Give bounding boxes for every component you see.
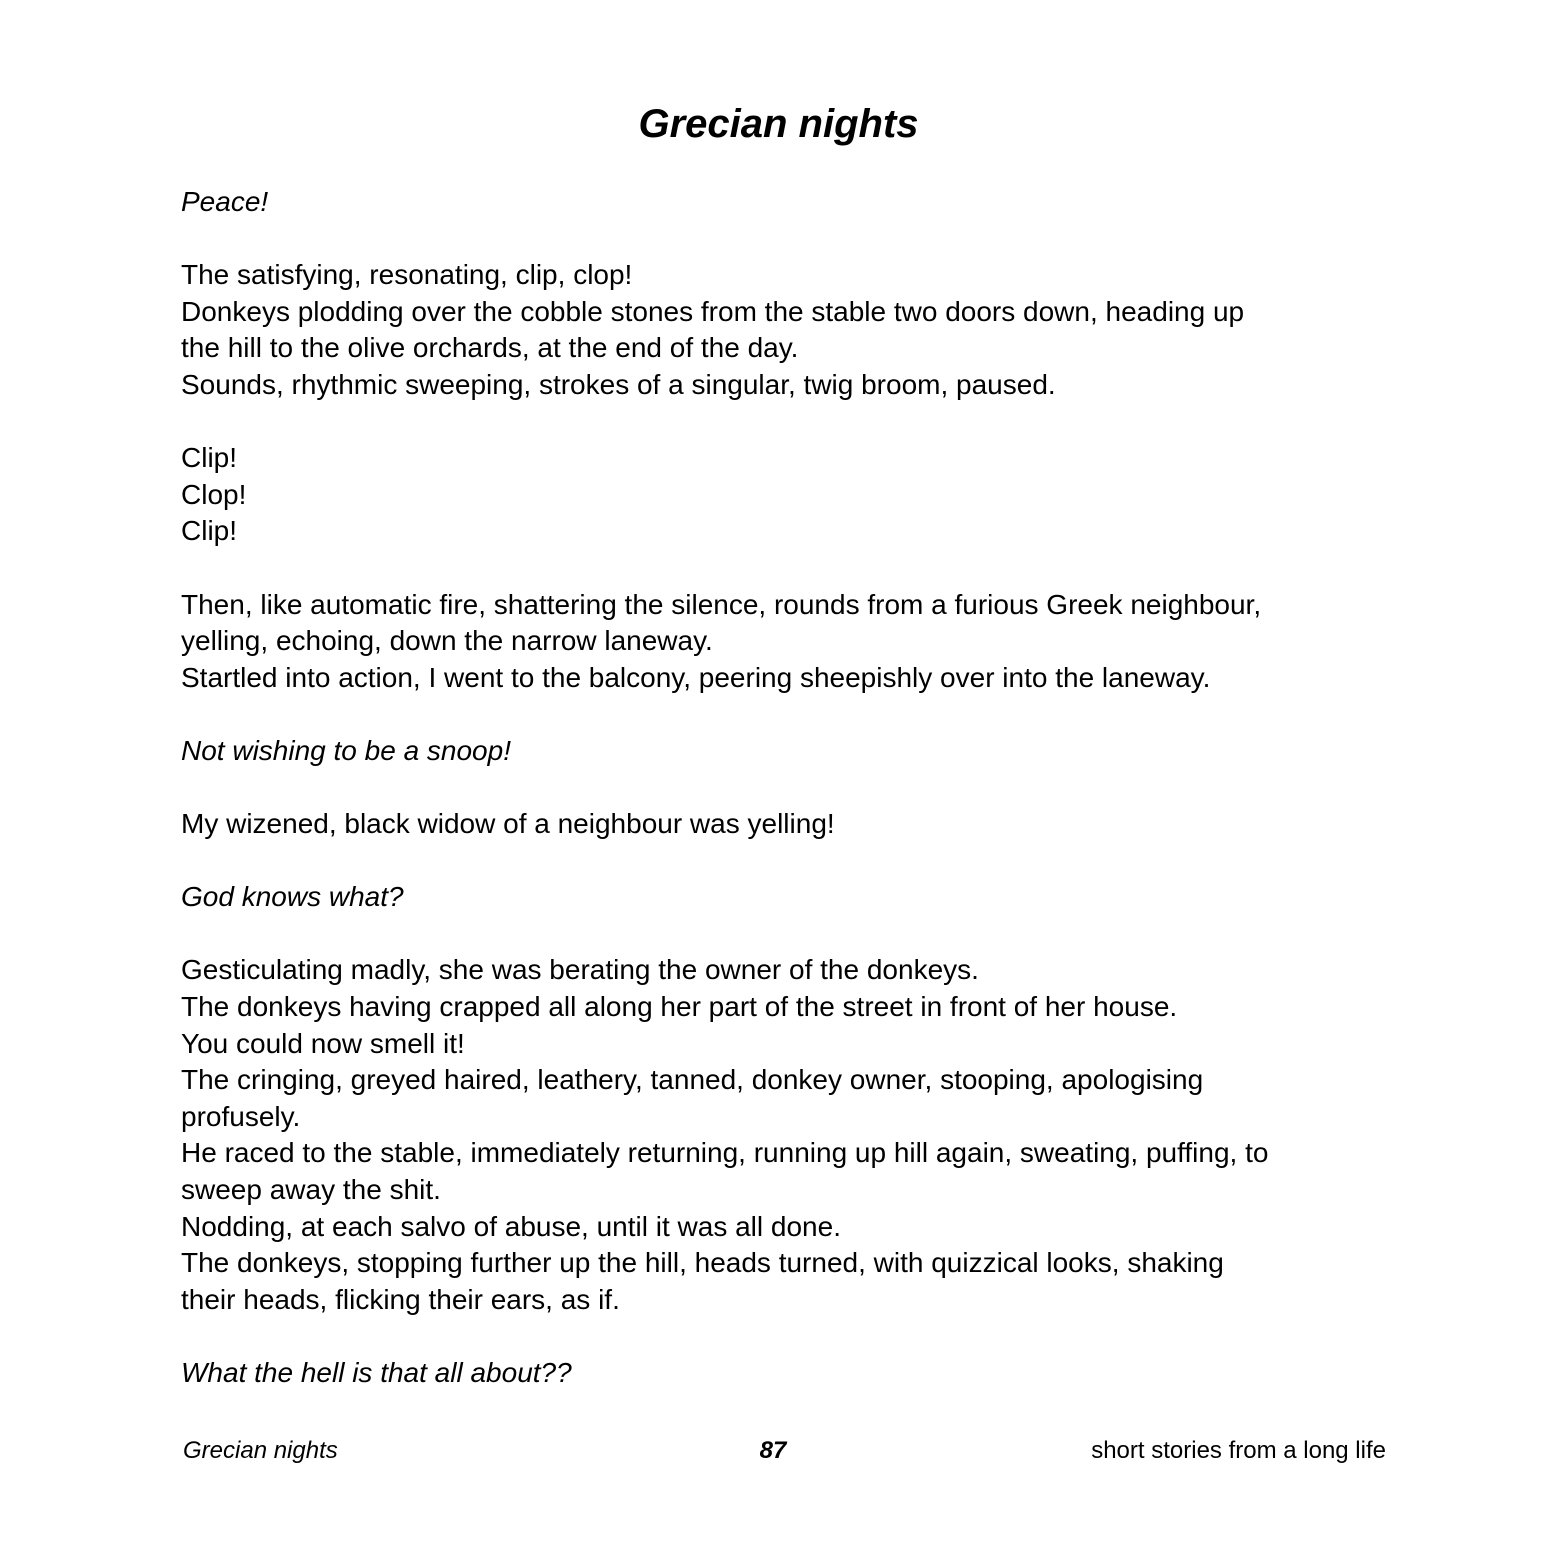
text-line: sweep away the shit. bbox=[181, 1174, 441, 1206]
text-line: The cringing, greyed haired, leathery, tanned, donkey owner, stooping, apologising bbox=[181, 1064, 1204, 1096]
paragraph bbox=[181, 587, 1381, 697]
text-line: Startled into action, I went to the balcony, peering sheepishly over into the laneway. bbox=[181, 661, 1211, 693]
text-line: the hill to the olive orchards, at the end of the day. bbox=[181, 332, 799, 364]
text-line: My wizened, black widow of a neighbour was yelling! bbox=[181, 808, 835, 840]
page-title: Grecian nights bbox=[638, 102, 919, 146]
footer-chapter-title: Grecian nights bbox=[183, 1437, 338, 1464]
text-line: Clip! bbox=[181, 442, 238, 474]
text-line: Then, like automatic fire, shattering the silence, rounds from a furious Greek neighbour, bbox=[181, 588, 1262, 620]
text-line: Gesticulating madly, she was berating the owner of the donkeys. bbox=[181, 954, 979, 986]
story-body bbox=[181, 184, 1381, 1392]
text-line: The donkeys, stopping further up the hill, heads turned, with quizzical looks, shaking bbox=[181, 1247, 1224, 1279]
text-line: You could now smell it! bbox=[181, 1027, 465, 1059]
text-line: Not wishing to be a snoop! bbox=[181, 734, 511, 766]
text-line: yelling, echoing, down the narrow laneway. bbox=[181, 625, 713, 657]
footer-page-number: 87 bbox=[759, 1437, 787, 1464]
paragraph bbox=[181, 806, 1381, 843]
text-line: profusely. bbox=[181, 1100, 301, 1132]
text-line: The satisfying, resonating, clip, clop! bbox=[181, 259, 633, 291]
paragraph bbox=[181, 952, 1381, 1318]
text-line: their heads, flicking their ears, as if. bbox=[181, 1283, 620, 1315]
page-footer bbox=[0, 1434, 1557, 1470]
text-line: The donkeys having crapped all along her part of the street in front of her house. bbox=[181, 991, 1178, 1023]
paragraph bbox=[181, 257, 1381, 403]
text-line: Clip! bbox=[181, 515, 238, 547]
footer-book-title: short stories from a long life bbox=[1091, 1437, 1386, 1464]
paragraph bbox=[181, 879, 1381, 916]
text-line: What the hell is that all about?? bbox=[181, 1357, 572, 1388]
paragraph bbox=[181, 440, 1381, 550]
text-line: Peace! bbox=[181, 186, 269, 217]
text-line: He raced to the stable, immediately returning, running up hill again, sweating, puffing, to bbox=[181, 1137, 1269, 1169]
text-line: God knows what? bbox=[181, 881, 404, 913]
paragraph bbox=[181, 184, 1381, 221]
text-line: Donkeys plodding over the cobble stones from the stable two doors down, heading up bbox=[181, 295, 1245, 327]
text-line: Sounds, rhythmic sweeping, strokes of a singular, twig broom, paused. bbox=[181, 368, 1056, 400]
paragraph bbox=[181, 733, 1381, 770]
paragraph bbox=[181, 1355, 1381, 1392]
text-line: Clop! bbox=[181, 478, 247, 510]
text-line: Nodding, at each salvo of abuse, until it was all done. bbox=[181, 1210, 841, 1242]
